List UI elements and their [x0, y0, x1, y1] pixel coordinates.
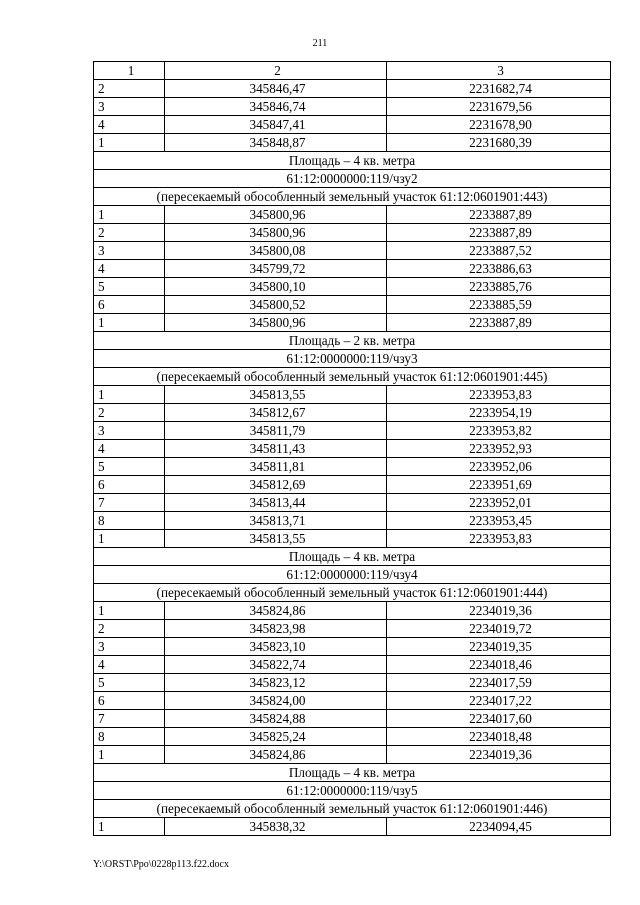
- x-coordinate-cell: 345800,10: [165, 278, 387, 296]
- x-coordinate-cell: 345823,12: [165, 674, 387, 692]
- point-number-cell: 3: [94, 422, 165, 440]
- table-row: [94, 278, 611, 296]
- y-coordinate-cell: 2233887,89: [387, 314, 611, 332]
- caption-cell: (пересекаемый обособленный земельный участок 61:12:0601901:444): [94, 584, 611, 602]
- y-coordinate-cell: 2234018,46: [387, 656, 611, 674]
- point-number-cell: 3: [94, 98, 165, 116]
- table-row: [94, 602, 611, 620]
- y-coordinate-cell: 2233885,59: [387, 296, 611, 314]
- table-row: [94, 440, 611, 458]
- table-row: [94, 620, 611, 638]
- caption-cell: (пересекаемый обособленный земельный участок 61:12:0601901:443): [94, 188, 611, 206]
- point-number-cell: 4: [94, 260, 165, 278]
- point-number-cell: 8: [94, 512, 165, 530]
- table-row: [94, 638, 611, 656]
- y-coordinate-cell: 2234017,60: [387, 710, 611, 728]
- table-header-row: [94, 62, 611, 80]
- x-coordinate-cell: 345838,32: [165, 818, 387, 836]
- header-cell-point-number: 1: [94, 62, 165, 80]
- point-number-cell: 7: [94, 494, 165, 512]
- x-coordinate-cell: 345800,08: [165, 242, 387, 260]
- table-row: [94, 692, 611, 710]
- caption-cell: Площадь – 2 кв. метра: [94, 332, 611, 350]
- y-coordinate-cell: 2231680,39: [387, 134, 611, 152]
- caption-cell: (пересекаемый обособленный земельный участок 61:12:0601901:446): [94, 800, 611, 818]
- caption-cell: 61:12:0000000:119/чзу5: [94, 782, 611, 800]
- table-row: [94, 674, 611, 692]
- x-coordinate-cell: 345813,71: [165, 512, 387, 530]
- x-coordinate-cell: 345811,43: [165, 440, 387, 458]
- x-coordinate-cell: 345822,74: [165, 656, 387, 674]
- y-coordinate-cell: 2231679,56: [387, 98, 611, 116]
- table-row: [94, 404, 611, 422]
- file-path-footer: Y:\ORST\Ppo\0228p113.f22.docx: [93, 859, 229, 870]
- x-coordinate-cell: 345812,67: [165, 404, 387, 422]
- y-coordinate-cell: 2233953,82: [387, 422, 611, 440]
- point-number-cell: 2: [94, 224, 165, 242]
- point-number-cell: 1: [94, 746, 165, 764]
- y-coordinate-cell: 2233951,69: [387, 476, 611, 494]
- header-cell-x: 2: [165, 62, 387, 80]
- x-coordinate-cell: 345824,88: [165, 710, 387, 728]
- x-coordinate-cell: 345812,69: [165, 476, 387, 494]
- header-cell-y: 3: [387, 62, 611, 80]
- table-row: [94, 80, 611, 98]
- point-number-cell: 6: [94, 692, 165, 710]
- x-coordinate-cell: 345824,86: [165, 746, 387, 764]
- y-coordinate-cell: 2234018,48: [387, 728, 611, 746]
- point-number-cell: 5: [94, 458, 165, 476]
- x-coordinate-cell: 345799,72: [165, 260, 387, 278]
- table-caption-row: [94, 782, 611, 800]
- x-coordinate-cell: 345823,10: [165, 638, 387, 656]
- x-coordinate-cell: 345824,86: [165, 602, 387, 620]
- y-coordinate-cell: 2233953,83: [387, 386, 611, 404]
- y-coordinate-cell: 2233952,06: [387, 458, 611, 476]
- point-number-cell: 4: [94, 116, 165, 134]
- point-number-cell: 3: [94, 638, 165, 656]
- x-coordinate-cell: 345811,81: [165, 458, 387, 476]
- point-number-cell: 2: [94, 620, 165, 638]
- x-coordinate-cell: 345813,55: [165, 530, 387, 548]
- y-coordinate-cell: 2233886,63: [387, 260, 611, 278]
- point-number-cell: 1: [94, 386, 165, 404]
- table-caption-row: [94, 350, 611, 368]
- x-coordinate-cell: 345848,87: [165, 134, 387, 152]
- y-coordinate-cell: 2231682,74: [387, 80, 611, 98]
- table-caption-row: [94, 584, 611, 602]
- x-coordinate-cell: 345824,00: [165, 692, 387, 710]
- table-row: [94, 314, 611, 332]
- table-caption-row: [94, 548, 611, 566]
- table-row: [94, 206, 611, 224]
- table-caption-row: [94, 764, 611, 782]
- table-row: [94, 134, 611, 152]
- y-coordinate-cell: 2231678,90: [387, 116, 611, 134]
- table-row: [94, 656, 611, 674]
- table-row: [94, 422, 611, 440]
- table-row: [94, 98, 611, 116]
- caption-cell: Площадь – 4 кв. метра: [94, 764, 611, 782]
- point-number-cell: 5: [94, 674, 165, 692]
- x-coordinate-cell: 345846,47: [165, 80, 387, 98]
- coordinates-table: [93, 61, 611, 836]
- y-coordinate-cell: 2233952,93: [387, 440, 611, 458]
- point-number-cell: 6: [94, 296, 165, 314]
- point-number-cell: 5: [94, 278, 165, 296]
- point-number-cell: 4: [94, 656, 165, 674]
- table-row: [94, 224, 611, 242]
- y-coordinate-cell: 2234019,35: [387, 638, 611, 656]
- caption-cell: 61:12:0000000:119/чзу3: [94, 350, 611, 368]
- table-row: [94, 476, 611, 494]
- table-row: [94, 512, 611, 530]
- caption-cell: (пересекаемый обособленный земельный участок 61:12:0601901:445): [94, 368, 611, 386]
- x-coordinate-cell: 345847,41: [165, 116, 387, 134]
- table-caption-row: [94, 368, 611, 386]
- x-coordinate-cell: 345800,52: [165, 296, 387, 314]
- x-coordinate-cell: 345813,44: [165, 494, 387, 512]
- table-caption-row: [94, 152, 611, 170]
- x-coordinate-cell: 345846,74: [165, 98, 387, 116]
- table-row: [94, 530, 611, 548]
- y-coordinate-cell: 2233887,89: [387, 224, 611, 242]
- table-row: [94, 728, 611, 746]
- caption-cell: 61:12:0000000:119/чзу2: [94, 170, 611, 188]
- y-coordinate-cell: 2233954,19: [387, 404, 611, 422]
- point-number-cell: 1: [94, 314, 165, 332]
- table-caption-row: [94, 566, 611, 584]
- x-coordinate-cell: 345825,24: [165, 728, 387, 746]
- y-coordinate-cell: 2233885,76: [387, 278, 611, 296]
- page-number: 211: [312, 38, 328, 49]
- caption-cell: 61:12:0000000:119/чзу4: [94, 566, 611, 584]
- y-coordinate-cell: 2234017,59: [387, 674, 611, 692]
- x-coordinate-cell: 345811,79: [165, 422, 387, 440]
- table-caption-row: [94, 170, 611, 188]
- point-number-cell: 2: [94, 404, 165, 422]
- x-coordinate-cell: 345823,98: [165, 620, 387, 638]
- point-number-cell: 1: [94, 530, 165, 548]
- point-number-cell: 2: [94, 80, 165, 98]
- y-coordinate-cell: 2234019,36: [387, 746, 611, 764]
- point-number-cell: 1: [94, 134, 165, 152]
- y-coordinate-cell: 2233887,89: [387, 206, 611, 224]
- table-row: [94, 242, 611, 260]
- table-caption-row: [94, 800, 611, 818]
- y-coordinate-cell: 2233887,52: [387, 242, 611, 260]
- point-number-cell: 6: [94, 476, 165, 494]
- table-row: [94, 296, 611, 314]
- y-coordinate-cell: 2234017,22: [387, 692, 611, 710]
- point-number-cell: 7: [94, 710, 165, 728]
- y-coordinate-cell: 2234094,45: [387, 818, 611, 836]
- x-coordinate-cell: 345813,55: [165, 386, 387, 404]
- table-row: [94, 458, 611, 476]
- table-row: [94, 818, 611, 836]
- point-number-cell: 4: [94, 440, 165, 458]
- point-number-cell: 3: [94, 242, 165, 260]
- table-caption-row: [94, 188, 611, 206]
- caption-cell: Площадь – 4 кв. метра: [94, 152, 611, 170]
- x-coordinate-cell: 345800,96: [165, 206, 387, 224]
- y-coordinate-cell: 2233952,01: [387, 494, 611, 512]
- point-number-cell: 8: [94, 728, 165, 746]
- table-row: [94, 746, 611, 764]
- table-row: [94, 386, 611, 404]
- table-row: [94, 710, 611, 728]
- table-row: [94, 260, 611, 278]
- y-coordinate-cell: 2233953,83: [387, 530, 611, 548]
- y-coordinate-cell: 2234019,36: [387, 602, 611, 620]
- point-number-cell: 1: [94, 206, 165, 224]
- table-row: [94, 116, 611, 134]
- x-coordinate-cell: 345800,96: [165, 314, 387, 332]
- caption-cell: Площадь – 4 кв. метра: [94, 548, 611, 566]
- point-number-cell: 1: [94, 818, 165, 836]
- point-number-cell: 1: [94, 602, 165, 620]
- table-row: [94, 494, 611, 512]
- table-caption-row: [94, 332, 611, 350]
- x-coordinate-cell: 345800,96: [165, 224, 387, 242]
- y-coordinate-cell: 2234019,72: [387, 620, 611, 638]
- y-coordinate-cell: 2233953,45: [387, 512, 611, 530]
